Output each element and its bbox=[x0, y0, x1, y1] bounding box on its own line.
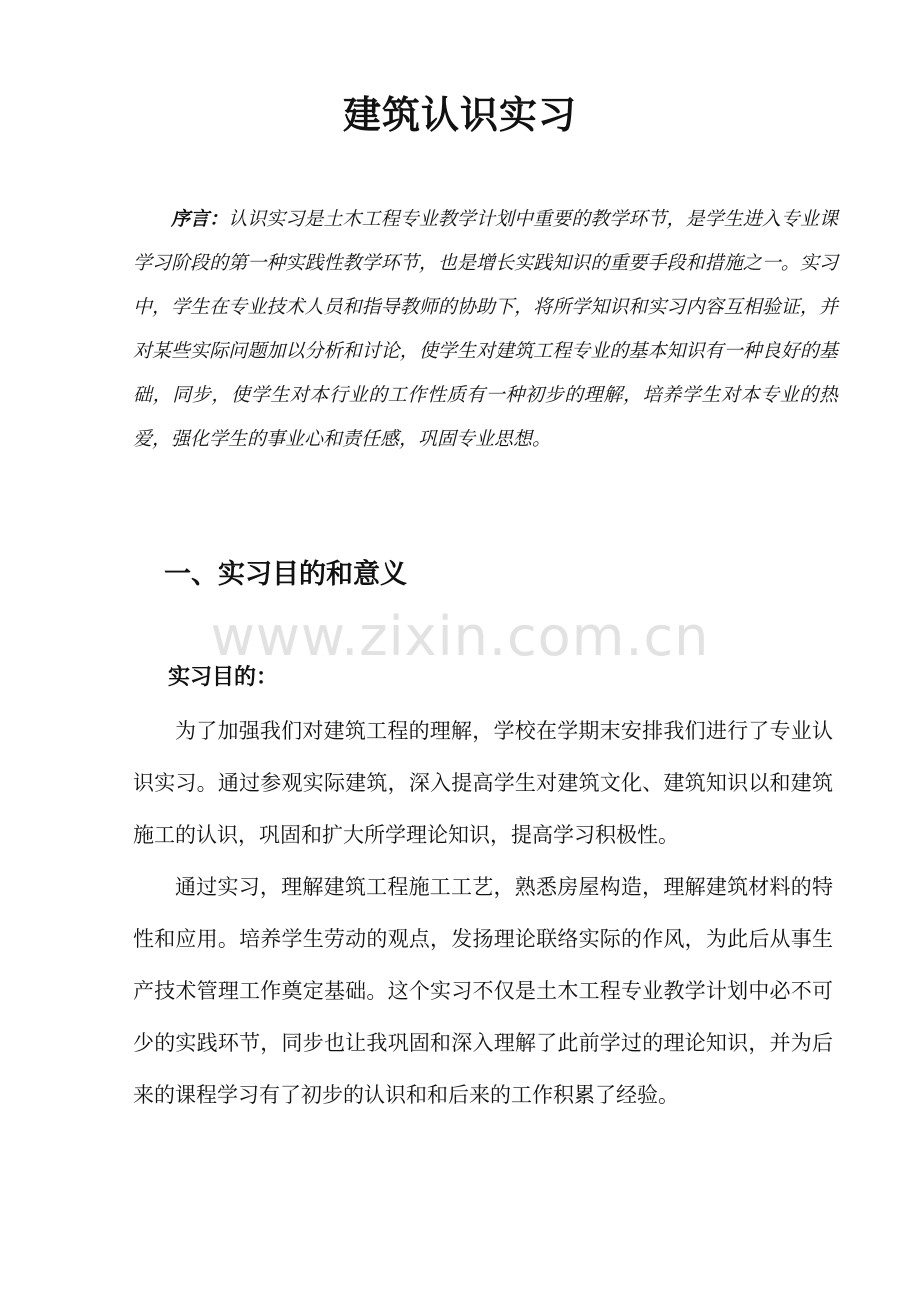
sub-heading: 实习目的： bbox=[168, 665, 279, 690]
body-paragraph-2: 通过实习，理解建筑工程施工工艺，熟悉房屋构造，理解建筑材料的特性和应用。培养学生劳动的观点，发扬理论联络实际的作风，为此后从事生产技术管理工作奠定基础。这个实习不仅是土木工程专业教学计划中必不可少的实践环节，同步也让我巩固和深入理解了此前学过的理论知识，并为后来的课程学习有了初步的认识和和后来的工作积累了经验。 bbox=[133, 875, 833, 1107]
watermark: www.zixin.com.cn bbox=[210, 605, 710, 668]
body-paragraph-1: 为了加强我们对建筑工程的理解，学校在学期末安排我们进行了专业认识实习。通过参观实际建筑，深入提高学生对建筑文化、建筑知识以和建筑施工的认识，巩固和扩大所学理论知识，提高学习积极性。 bbox=[133, 719, 833, 847]
preface-paragraph bbox=[133, 197, 838, 461]
preface-lead: 序言： bbox=[171, 208, 229, 230]
preface-text: 认识实习是土木工程专业教学计划中重要的教学环节，是学生进入专业课学习阶段的第一种实践性教学环节，也是增长实践知识的重要手段和措施之一。实习中，学生在专业技术人员和指导教师的协助下，将所学知识和实习内容互相验证，并对某些实际问题加以分析和讨论，使学生对建筑工程专业的基本知识有一种良好的基础，同步，使学生对本行业的工作性质有一种初步的理解，培养学生对本专业的热爱，强化学生的事业心和责任感，巩固专业思想。 bbox=[133, 208, 838, 450]
section-heading: 一、实习目的和意义 bbox=[164, 559, 407, 590]
document-title: 建筑认识实习 bbox=[342, 93, 577, 137]
